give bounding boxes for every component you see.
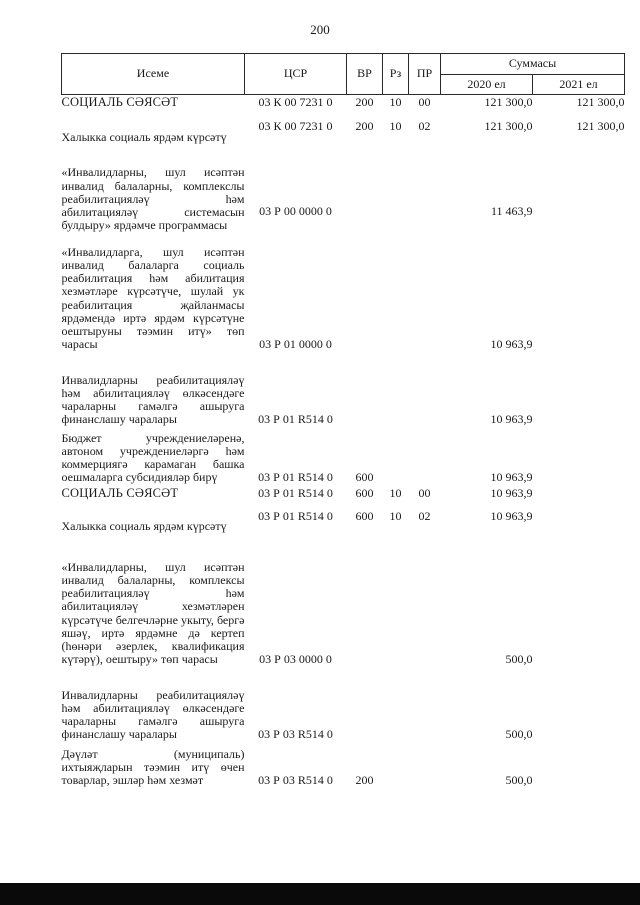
row-rz — [383, 352, 409, 427]
row-csr: 03 Р 01 R514 0 — [258, 470, 333, 485]
row-vr — [347, 534, 383, 667]
row-rz: 10 — [389, 509, 402, 524]
table-row — [62, 485, 625, 501]
table-row — [62, 110, 625, 145]
row-csr: 03 Р 03 0000 0 — [259, 652, 332, 667]
row-pr — [409, 667, 441, 742]
row-amount-2021 — [533, 427, 625, 485]
row-vr: 600 — [355, 486, 374, 501]
row-amount-2020: 500,0 — [505, 773, 533, 788]
header-year-2021: 2021 ел — [533, 75, 625, 95]
row-vr: 600 — [355, 470, 374, 485]
row-name: Бюджет учреждениеләренә, автоном учреждениеләргә һәм коммерциягә карамаган башка оешмаларга субсидияләр бирү — [61, 430, 245, 485]
row-vr — [347, 233, 383, 352]
row-csr: 03 Р 01 0000 0 — [259, 337, 332, 352]
row-name: Инвалидларны реабилитацияләү һәм абилитацияләү өлкәсендәге чараларны гамәлгә ашыруга финанслашу чаралары — [61, 687, 245, 742]
row-pr: 02 — [418, 119, 431, 134]
page-number: 200 — [310, 22, 330, 37]
row-amount-2020: 500,0 — [505, 652, 533, 667]
row-amount-2021 — [533, 501, 625, 534]
row-csr: 03 Р 01 R514 0 — [258, 412, 333, 427]
row-name: СОЦИАЛЬ СӘЯСӘТ — [61, 486, 179, 501]
scan-bottom-border — [0, 883, 640, 905]
table-row — [62, 742, 625, 788]
table-row — [62, 667, 625, 742]
header-csr: ЦСР — [245, 54, 347, 95]
row-csr: 03 К 00 7231 0 — [258, 95, 333, 110]
table-row — [62, 352, 625, 427]
row-rz: 10 — [389, 486, 402, 501]
row-rz — [383, 145, 409, 233]
row-amount-2020: 10 963,9 — [490, 470, 533, 485]
row-csr: 03 Р 03 R514 0 — [258, 727, 333, 742]
row-pr — [409, 534, 441, 667]
row-vr: 600 — [355, 509, 374, 524]
header-year-2020: 2020 ел — [441, 75, 533, 95]
row-vr: 200 — [355, 773, 374, 788]
row-amount-2021 — [533, 485, 625, 501]
row-pr: 00 — [418, 95, 431, 110]
row-name: Дәүләт (муниципаль) ихтыяҗларын тәэмин итү өчен товарлар, эшләр һәм хезмәт — [61, 746, 245, 788]
row-csr: 03 Р 00 0000 0 — [259, 204, 332, 219]
table-row — [62, 427, 625, 485]
table-row — [62, 233, 625, 352]
row-amount-2020: 10 963,9 — [490, 337, 533, 352]
row-amount-2021: 121 300,0 — [576, 119, 625, 134]
row-name: Халыкка социаль ярдәм күрсәтү — [61, 519, 227, 534]
row-amount-2020: 121 300,0 — [484, 119, 533, 134]
row-amount-2020: 500,0 — [505, 727, 533, 742]
row-csr: 03 Р 01 R514 0 — [258, 509, 333, 524]
row-amount-2021 — [533, 534, 625, 667]
row-amount-2021 — [533, 667, 625, 742]
header-rz: Рз — [383, 54, 409, 95]
table-row — [62, 534, 625, 667]
row-rz: 10 — [389, 119, 402, 134]
row-vr — [347, 667, 383, 742]
row-pr — [409, 145, 441, 233]
row-amount-2020: 11 463,9 — [490, 204, 533, 219]
row-amount-2021 — [533, 742, 625, 788]
row-vr: 200 — [355, 95, 374, 110]
row-amount-2021 — [533, 352, 625, 427]
row-vr — [347, 352, 383, 427]
row-amount-2020: 10 963,9 — [490, 412, 533, 427]
row-amount-2020: 10 963,9 — [490, 486, 533, 501]
row-pr — [409, 233, 441, 352]
table-row — [62, 145, 625, 233]
row-amount-2021 — [533, 145, 625, 233]
row-csr: 03 Р 01 R514 0 — [258, 486, 333, 501]
header-sum: Суммасы — [441, 54, 625, 75]
header-name: Исеме — [62, 54, 245, 95]
row-name: «Инвалидларга, шул исәптән инвалид балаларга социаль реабилитация һәм абилитация хезмәтләре күрсәтүче, шулай ук реабилитация җайланмасы ярдәмендә иртә ярдәм күрсәтүне оештыруны тәэмин итү» төп чарасы — [61, 244, 245, 352]
row-name: «Инвалидларны, шул исәптән инвалид балаларны, комплексы реабилитацияләү һәм абилитацияләү хезмәтләрен күрсәтүче белгечләрне укыту, бергә яшәү, иртә ярдәмне дә кертеп (һөнәри әзерлек, квалификация күтәрү), оештыру» төп чарасы — [61, 559, 245, 667]
row-name: СОЦИАЛЬ СӘЯСӘТ — [61, 95, 179, 110]
row-csr: 03 Р 03 R514 0 — [258, 773, 333, 788]
row-pr — [409, 427, 441, 485]
row-rz — [383, 534, 409, 667]
row-amount-2021 — [533, 233, 625, 352]
row-rz — [383, 233, 409, 352]
table-row — [62, 95, 625, 110]
header-vr: ВР — [347, 54, 383, 95]
row-rz: 10 — [389, 95, 402, 110]
row-pr: 00 — [418, 486, 431, 501]
budget-table — [61, 53, 625, 788]
row-name: Инвалидларны реабилитацияләү һәм абилитацияләү өлкәсендәге чараларны гамәлгә ашыруга финанслашу чаралары — [61, 372, 245, 427]
row-pr — [409, 742, 441, 788]
row-vr: 200 — [355, 119, 374, 134]
row-vr — [347, 145, 383, 233]
row-amount-2020: 10 963,9 — [490, 509, 533, 524]
row-pr: 02 — [418, 509, 431, 524]
row-name: Халыкка социаль ярдәм күрсәтү — [61, 130, 227, 145]
row-amount-2020: 121 300,0 — [484, 95, 533, 110]
row-rz — [383, 427, 409, 485]
row-pr — [409, 352, 441, 427]
row-rz — [383, 742, 409, 788]
row-rz — [383, 667, 409, 742]
row-csr: 03 К 00 7231 0 — [258, 119, 333, 134]
header-pr: ПР — [409, 54, 441, 95]
table-row — [62, 501, 625, 534]
row-name: «Инвалидларны, шул исәптән инвалид балаларны, комплекслы реабилитацияләү һәм абилитацияләү системасын булдыру» ярдәмче программасы — [61, 165, 245, 233]
row-amount-2021: 121 300,0 — [576, 95, 625, 110]
